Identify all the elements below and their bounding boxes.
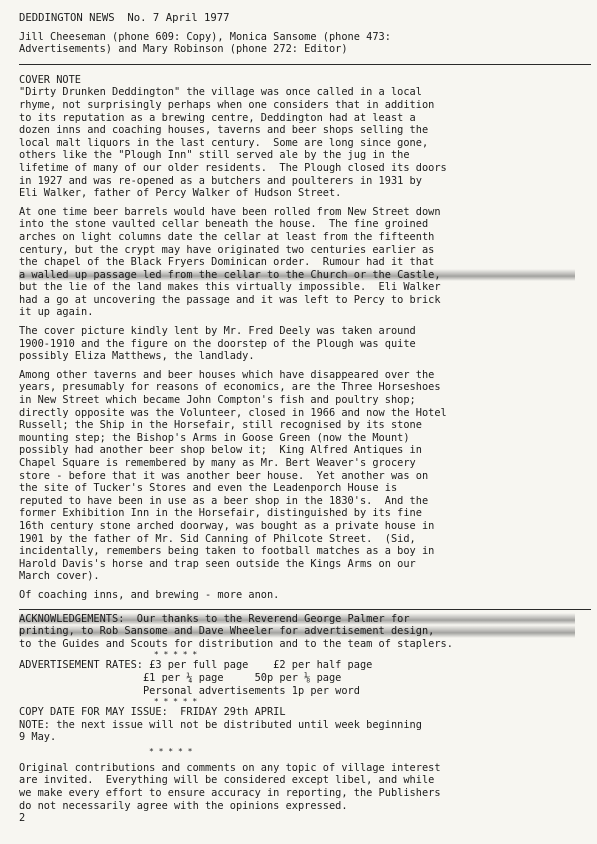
cover-note-para-2: At one time beer barrels would have been rolled from New Street down into the stone vaulted cellar beneath the house. The fine groined arches on light columns date the cellar at least from the fifteenth century, but the crypt may have originated two centuries earlier as the chapel of the Black Fryers Dominican order. Rumour had it that a walled up passage led from the cellar to the Church or the Castle, but the lie of the land makes this virtually impossible. Eli Walker had a go at uncovering the passage and it was left to Percy to brick it up again.: [19, 206, 575, 319]
newsletter-title: DEDDINGTON NEWS No. 7 April 1977: [19, 12, 230, 24]
stars-divider-2: * * * * *: [19, 697, 198, 707]
stars-divider-3: * * * * *: [19, 746, 193, 756]
cover-note-para-1: "Dirty Drunken Deddington" the village was once called in a local rhyme, not surprisingly perhaps when one considers that in addition to its reputation as a brewing centre, Deddington had at least a dozen inns and coaching houses, taverns and beer shops selling the local malt liquors in the last century. Some are long since gone, others like the "Plough Inn" still served ale by the jug in the lifetime of many of our older residents. The Plough closed its doors in 1927 and was re-opened as a butchers and poulterers in 1931 by Eli Walker, father of Percy Walker of Hudson Street.: [19, 86, 447, 200]
cover-note-para-4: Among other taverns and beer houses which have disappeared over the years, presumably for reasons of economics, are the Three Horseshoes in New Street which became John Compton's fish and poultry shop; directly opposite was the Volunteer, closed in 1966 and now the Hotel Russell; the Ship in the Horsefair, still recognised by its stone mounting step; the Bishop's Arms in Goose Green (now the Mount) possibly had another beer shop below it; King Alfred Antiques in Chapel Square is remembered by many as Mr. Bert Weaver's grocery store - before that it was another beer house. Yet another was on the site of Tucker's Stores and even the Leadenporch House is reputed to have been in use as a beer shop in the 1830's. And the former Exhibition Inn in the Horsefair, distinguished by its fine 16th century stone arched doorway, was bought as a private house in 1901 by the father of Mr. Sid Canning of Philcote Street. (Sid, incidentally, remembers being taken to football matches as a boy in Harold Davis's horse and trap seen outside the Kings Arms on our March cover).: [19, 368, 447, 583]
copy-date-notice: COPY DATE FOR MAY ISSUE: FRIDAY 29th APRIL NOTE: the next issue will not be distributed until week beginning 9 May. * * * * *: [19, 706, 575, 756]
staff-line-2: Advertisements) and Mary Robinson (phone 272: Editor): [19, 43, 348, 56]
stars-divider-1: * * * * *: [19, 650, 198, 660]
advertisement-rates: ADVERTISEMENT RATES: £3 per full page £2 per half page £1 per ¼ page 50p per ⅛ page Personal advertisements 1p per word * * * * *: [19, 659, 575, 706]
cover-note-heading: COVER NOTE: [19, 73, 81, 86]
cover-note-para-3: The cover picture kindly lent by Mr. Fred Deely was taken around 1900-1910 and the figure on the doorstep of the Plough was quite possibly Eliza Matthews, the landlady.: [19, 325, 416, 363]
divider-top: [19, 64, 591, 65]
page-number: 2: [19, 812, 26, 824]
cover-note-para-5: Of coaching inns, and brewing - more anon.: [19, 588, 280, 601]
staff-line-1: Jill Cheeseman (phone 609: Copy), Monica Sansome (phone 473:: [19, 30, 391, 43]
acknowledgements: ACKNOWLEDGEMENTS: Our thanks to the Reverend George Palmer for printing, to Rob Sansome and Dave Wheeler for advertisement design, to the Guides and Scouts for distribution and to the team of staplers.: [19, 613, 575, 651]
closing-statement: Original contributions and comments on any topic of village interest are invited. Everything will be considered except libel, and while we make every effort to ensure accuracy in reporting, the Publishers do not necessarily agree with the opinions expressed.: [19, 761, 441, 812]
divider-middle: [19, 609, 591, 610]
